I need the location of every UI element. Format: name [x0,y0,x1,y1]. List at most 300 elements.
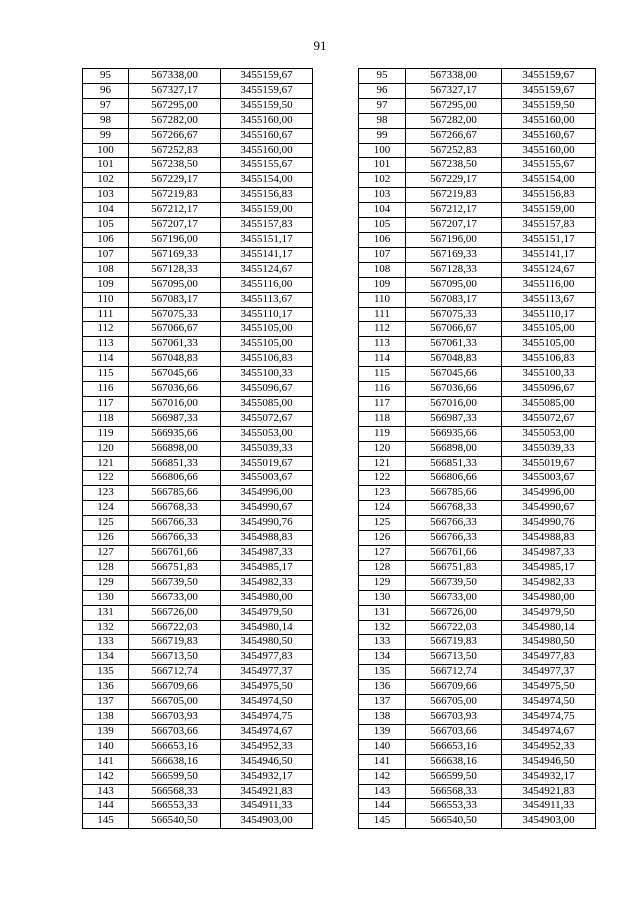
y-coordinate-cell: 3454979,50 [221,605,313,620]
y-coordinate-cell: 3455110,17 [502,307,596,322]
table-row [359,367,596,382]
y-coordinate-cell: 3455160,67 [502,128,596,143]
x-coordinate-cell: 566739,50 [129,575,221,590]
point-number-cell: 139 [83,724,129,739]
x-coordinate-cell: 567338,00 [129,69,221,84]
y-coordinate-cell: 3455096,67 [502,382,596,397]
y-coordinate-cell: 3454952,33 [221,739,313,754]
point-number-cell: 95 [359,69,406,84]
y-coordinate-cell: 3455159,67 [502,69,596,84]
table-row [83,799,313,814]
point-number-cell: 116 [83,382,129,397]
table-row [359,247,596,262]
table-row [83,173,313,188]
x-coordinate-cell: 567252,83 [129,143,221,158]
x-coordinate-cell: 566705,00 [129,695,221,710]
point-number-cell: 123 [359,486,406,501]
table-row [83,665,313,680]
point-number-cell: 95 [83,69,129,84]
y-coordinate-cell: 3455124,67 [502,262,596,277]
table-row [359,695,596,710]
point-number-cell: 102 [83,173,129,188]
table-row [83,471,313,486]
y-coordinate-cell: 3454932,17 [221,769,313,784]
y-coordinate-cell: 3454952,33 [502,739,596,754]
y-coordinate-cell: 3455159,00 [502,203,596,218]
x-coordinate-cell: 567196,00 [129,232,221,247]
y-coordinate-cell: 3454974,50 [221,695,313,710]
table-row [83,724,313,739]
table-row [359,218,596,233]
table-row [83,486,313,501]
y-coordinate-cell: 3455116,00 [502,277,596,292]
y-coordinate-cell: 3454988,83 [502,531,596,546]
x-coordinate-cell: 566851,33 [406,456,502,471]
x-coordinate-cell: 566705,00 [406,695,502,710]
table-row [359,426,596,441]
point-number-cell: 142 [359,769,406,784]
x-coordinate-cell: 566768,33 [406,501,502,516]
y-coordinate-cell: 3454980,14 [221,620,313,635]
table-row [83,69,313,84]
point-number-cell: 104 [359,203,406,218]
y-coordinate-cell: 3454996,00 [502,486,596,501]
x-coordinate-cell: 566761,66 [129,546,221,561]
point-number-cell: 132 [359,620,406,635]
table-row [359,441,596,456]
y-coordinate-cell: 3454911,33 [221,799,313,814]
table-row [83,650,313,665]
y-coordinate-cell: 3455110,17 [221,307,313,322]
table-row [83,113,313,128]
x-coordinate-cell: 567238,50 [129,158,221,173]
table-row [359,635,596,650]
table-row [83,218,313,233]
point-number-cell: 113 [83,337,129,352]
point-number-cell: 119 [83,426,129,441]
table-row [83,277,313,292]
y-coordinate-cell: 3455039,33 [221,441,313,456]
point-number-cell: 114 [83,352,129,367]
table-row [83,575,313,590]
x-coordinate-cell: 566703,66 [406,724,502,739]
y-coordinate-cell: 3454946,50 [221,754,313,769]
point-number-cell: 97 [83,98,129,113]
table-row [359,292,596,307]
x-coordinate-cell: 567327,17 [406,83,502,98]
x-coordinate-cell: 566935,66 [406,426,502,441]
y-coordinate-cell: 3454977,83 [221,650,313,665]
y-coordinate-cell: 3454980,50 [221,635,313,650]
point-number-cell: 112 [359,322,406,337]
y-coordinate-cell: 3454985,17 [221,560,313,575]
x-coordinate-cell: 566898,00 [406,441,502,456]
point-number-cell: 111 [83,307,129,322]
point-number-cell: 130 [359,590,406,605]
point-number-cell: 96 [83,83,129,98]
table-row [83,680,313,695]
point-number-cell: 113 [359,337,406,352]
table-row [359,784,596,799]
x-coordinate-cell: 566653,16 [406,739,502,754]
x-coordinate-cell: 567266,67 [406,128,502,143]
y-coordinate-cell: 3455019,67 [502,456,596,471]
table-row [83,754,313,769]
x-coordinate-cell: 566653,16 [129,739,221,754]
table-row [359,337,596,352]
table-row [359,277,596,292]
table-row [359,680,596,695]
point-number-cell: 119 [359,426,406,441]
point-number-cell: 126 [359,531,406,546]
x-coordinate-cell: 566713,50 [129,650,221,665]
point-number-cell: 138 [83,709,129,724]
x-coordinate-cell: 566719,83 [129,635,221,650]
point-number-cell: 127 [359,546,406,561]
x-coordinate-cell: 566766,33 [129,516,221,531]
y-coordinate-cell: 3455003,67 [221,471,313,486]
table-row [83,501,313,516]
x-coordinate-cell: 567327,17 [129,83,221,98]
point-number-cell: 104 [83,203,129,218]
y-coordinate-cell: 3454996,00 [221,486,313,501]
table-row [83,546,313,561]
table-row [83,143,313,158]
point-number-cell: 137 [359,695,406,710]
table-row [359,665,596,680]
point-number-cell: 128 [83,560,129,575]
point-number-cell: 118 [359,411,406,426]
point-number-cell: 124 [359,501,406,516]
coordinates-table-left [82,68,313,829]
table-row [83,322,313,337]
y-coordinate-cell: 3455156,83 [221,188,313,203]
y-coordinate-cell: 3454990,67 [221,501,313,516]
y-coordinate-cell: 3454980,50 [502,635,596,650]
x-coordinate-cell: 566766,33 [406,531,502,546]
x-coordinate-cell: 566568,33 [406,784,502,799]
table-row [83,814,313,829]
y-coordinate-cell: 3455072,67 [221,411,313,426]
table-row [359,352,596,367]
point-number-cell: 111 [359,307,406,322]
x-coordinate-cell: 567207,17 [406,218,502,233]
point-number-cell: 136 [359,680,406,695]
table-row [359,709,596,724]
x-coordinate-cell: 566722,03 [129,620,221,635]
x-coordinate-cell: 566766,33 [129,531,221,546]
point-number-cell: 122 [359,471,406,486]
x-coordinate-cell: 567338,00 [406,69,502,84]
point-number-cell: 116 [359,382,406,397]
y-coordinate-cell: 3455156,83 [502,188,596,203]
point-number-cell: 107 [83,247,129,262]
x-coordinate-cell: 566709,66 [129,680,221,695]
y-coordinate-cell: 3455105,00 [502,337,596,352]
y-coordinate-cell: 3455113,67 [502,292,596,307]
x-coordinate-cell: 566851,33 [129,456,221,471]
point-number-cell: 121 [83,456,129,471]
x-coordinate-cell: 566722,03 [406,620,502,635]
y-coordinate-cell: 3455160,00 [502,143,596,158]
point-number-cell: 115 [83,367,129,382]
y-coordinate-cell: 3454980,14 [502,620,596,635]
point-number-cell: 139 [359,724,406,739]
y-coordinate-cell: 3455151,17 [502,232,596,247]
x-coordinate-cell: 567048,83 [406,352,502,367]
table-row [83,352,313,367]
table-row [359,98,596,113]
table-row [83,367,313,382]
table-row [359,232,596,247]
y-coordinate-cell: 3454977,37 [221,665,313,680]
table-row [83,784,313,799]
x-coordinate-cell: 567212,17 [406,203,502,218]
x-coordinate-cell: 566806,66 [129,471,221,486]
point-number-cell: 122 [83,471,129,486]
x-coordinate-cell: 567169,33 [406,247,502,262]
point-number-cell: 131 [359,605,406,620]
x-coordinate-cell: 567282,00 [406,113,502,128]
x-coordinate-cell: 567196,00 [406,232,502,247]
y-coordinate-cell: 3454987,33 [502,546,596,561]
x-coordinate-cell: 567016,00 [406,396,502,411]
table-row [359,590,596,605]
table-row [83,396,313,411]
y-coordinate-cell: 3454974,50 [502,695,596,710]
y-coordinate-cell: 3454982,33 [221,575,313,590]
point-number-cell: 134 [83,650,129,665]
point-number-cell: 135 [83,665,129,680]
point-number-cell: 106 [83,232,129,247]
point-number-cell: 115 [359,367,406,382]
x-coordinate-cell: 566766,33 [406,516,502,531]
table-row [83,605,313,620]
x-coordinate-cell: 567045,66 [406,367,502,382]
x-coordinate-cell: 567295,00 [406,98,502,113]
x-coordinate-cell: 567207,17 [129,218,221,233]
y-coordinate-cell: 3455106,83 [502,352,596,367]
y-coordinate-cell: 3455160,00 [221,143,313,158]
y-coordinate-cell: 3454946,50 [502,754,596,769]
y-coordinate-cell: 3455105,00 [221,337,313,352]
x-coordinate-cell: 567169,33 [129,247,221,262]
y-coordinate-cell: 3455159,00 [221,203,313,218]
point-number-cell: 132 [83,620,129,635]
table-row [83,83,313,98]
y-coordinate-cell: 3455159,50 [221,98,313,113]
table-row [83,128,313,143]
point-number-cell: 101 [83,158,129,173]
table-row [83,98,313,113]
y-coordinate-cell: 3455157,83 [221,218,313,233]
page-number: 91 [313,38,327,53]
point-number-cell: 127 [83,546,129,561]
table-row [359,113,596,128]
table-row [359,411,596,426]
x-coordinate-cell: 566751,83 [406,560,502,575]
y-coordinate-cell: 3454974,67 [502,724,596,739]
y-coordinate-cell: 3455003,67 [502,471,596,486]
point-number-cell: 103 [83,188,129,203]
point-number-cell: 101 [359,158,406,173]
y-coordinate-cell: 3454975,50 [502,680,596,695]
point-number-cell: 129 [359,575,406,590]
table-row [359,575,596,590]
y-coordinate-cell: 3455039,33 [502,441,596,456]
y-coordinate-cell: 3455100,33 [502,367,596,382]
x-coordinate-cell: 566568,33 [129,784,221,799]
table-row [359,396,596,411]
point-number-cell: 105 [83,218,129,233]
table-row [83,411,313,426]
x-coordinate-cell: 566733,00 [406,590,502,605]
point-number-cell: 134 [359,650,406,665]
table-row [83,769,313,784]
point-number-cell: 108 [359,262,406,277]
table-row [83,382,313,397]
x-coordinate-cell: 566733,00 [129,590,221,605]
table-row [359,501,596,516]
point-number-cell: 144 [359,799,406,814]
point-number-cell: 99 [359,128,406,143]
x-coordinate-cell: 566719,83 [406,635,502,650]
point-number-cell: 109 [359,277,406,292]
point-number-cell: 125 [359,516,406,531]
x-coordinate-cell: 567266,67 [129,128,221,143]
y-coordinate-cell: 3454988,83 [221,531,313,546]
y-coordinate-cell: 3455053,00 [221,426,313,441]
x-coordinate-cell: 566712,74 [406,665,502,680]
y-coordinate-cell: 3454921,83 [502,784,596,799]
x-coordinate-cell: 567128,33 [406,262,502,277]
table-row [359,769,596,784]
table-row [83,560,313,575]
x-coordinate-cell: 566768,33 [129,501,221,516]
x-coordinate-cell: 566703,93 [406,709,502,724]
y-coordinate-cell: 3455085,00 [221,396,313,411]
point-number-cell: 143 [83,784,129,799]
point-number-cell: 136 [83,680,129,695]
point-number-cell: 100 [359,143,406,158]
table-row [83,247,313,262]
point-number-cell: 135 [359,665,406,680]
table-row [83,635,313,650]
x-coordinate-cell: 567238,50 [406,158,502,173]
table-row [359,814,596,829]
x-coordinate-cell: 566703,93 [129,709,221,724]
table-row [83,203,313,218]
table-row [359,471,596,486]
point-number-cell: 96 [359,83,406,98]
x-coordinate-cell: 567045,66 [129,367,221,382]
table-row [83,188,313,203]
x-coordinate-cell: 566703,66 [129,724,221,739]
y-coordinate-cell: 3454990,76 [221,516,313,531]
y-coordinate-cell: 3455100,33 [221,367,313,382]
table-row [359,560,596,575]
y-coordinate-cell: 3455157,83 [502,218,596,233]
point-number-cell: 117 [83,396,129,411]
x-coordinate-cell: 567282,00 [129,113,221,128]
x-coordinate-cell: 566553,33 [406,799,502,814]
x-coordinate-cell: 566806,66 [406,471,502,486]
point-number-cell: 123 [83,486,129,501]
table-row [359,724,596,739]
point-number-cell: 140 [83,739,129,754]
point-number-cell: 133 [359,635,406,650]
table-row [83,620,313,635]
x-coordinate-cell: 566726,00 [129,605,221,620]
point-number-cell: 114 [359,352,406,367]
table-row [359,456,596,471]
y-coordinate-cell: 3455096,67 [221,382,313,397]
y-coordinate-cell: 3454990,76 [502,516,596,531]
y-coordinate-cell: 3455019,67 [221,456,313,471]
table-row [83,158,313,173]
y-coordinate-cell: 3454974,75 [502,709,596,724]
table-row [83,456,313,471]
table-row [83,292,313,307]
x-coordinate-cell: 566751,83 [129,560,221,575]
point-number-cell: 141 [83,754,129,769]
x-coordinate-cell: 567075,33 [406,307,502,322]
x-coordinate-cell: 567036,66 [406,382,502,397]
table-row [359,188,596,203]
table-row [83,307,313,322]
point-number-cell: 126 [83,531,129,546]
x-coordinate-cell: 566638,16 [406,754,502,769]
point-number-cell: 144 [83,799,129,814]
point-number-cell: 103 [359,188,406,203]
point-number-cell: 110 [83,292,129,307]
x-coordinate-cell: 567219,83 [406,188,502,203]
x-coordinate-cell: 566553,33 [129,799,221,814]
point-number-cell: 117 [359,396,406,411]
point-number-cell: 109 [83,277,129,292]
x-coordinate-cell: 567295,00 [129,98,221,113]
table-row [359,605,596,620]
x-coordinate-cell: 566599,50 [129,769,221,784]
y-coordinate-cell: 3455116,00 [221,277,313,292]
table-row [359,173,596,188]
table-row [83,590,313,605]
table-row [359,69,596,84]
x-coordinate-cell: 567061,33 [406,337,502,352]
x-coordinate-cell: 567036,66 [129,382,221,397]
x-coordinate-cell: 567095,00 [129,277,221,292]
y-coordinate-cell: 3455154,00 [221,173,313,188]
point-number-cell: 142 [83,769,129,784]
y-coordinate-cell: 3454985,17 [502,560,596,575]
table-row [359,799,596,814]
x-coordinate-cell: 566540,50 [406,814,502,829]
table-row [359,516,596,531]
y-coordinate-cell: 3454911,33 [502,799,596,814]
y-coordinate-cell: 3455113,67 [221,292,313,307]
x-coordinate-cell: 567016,00 [129,396,221,411]
y-coordinate-cell: 3454982,33 [502,575,596,590]
y-coordinate-cell: 3455085,00 [502,396,596,411]
x-coordinate-cell: 567048,83 [129,352,221,367]
point-number-cell: 138 [359,709,406,724]
x-coordinate-cell: 567066,67 [406,322,502,337]
x-coordinate-cell: 566785,66 [129,486,221,501]
y-coordinate-cell: 3454979,50 [502,605,596,620]
coordinates-table-right [358,68,596,829]
point-number-cell: 121 [359,456,406,471]
y-coordinate-cell: 3454980,00 [221,590,313,605]
